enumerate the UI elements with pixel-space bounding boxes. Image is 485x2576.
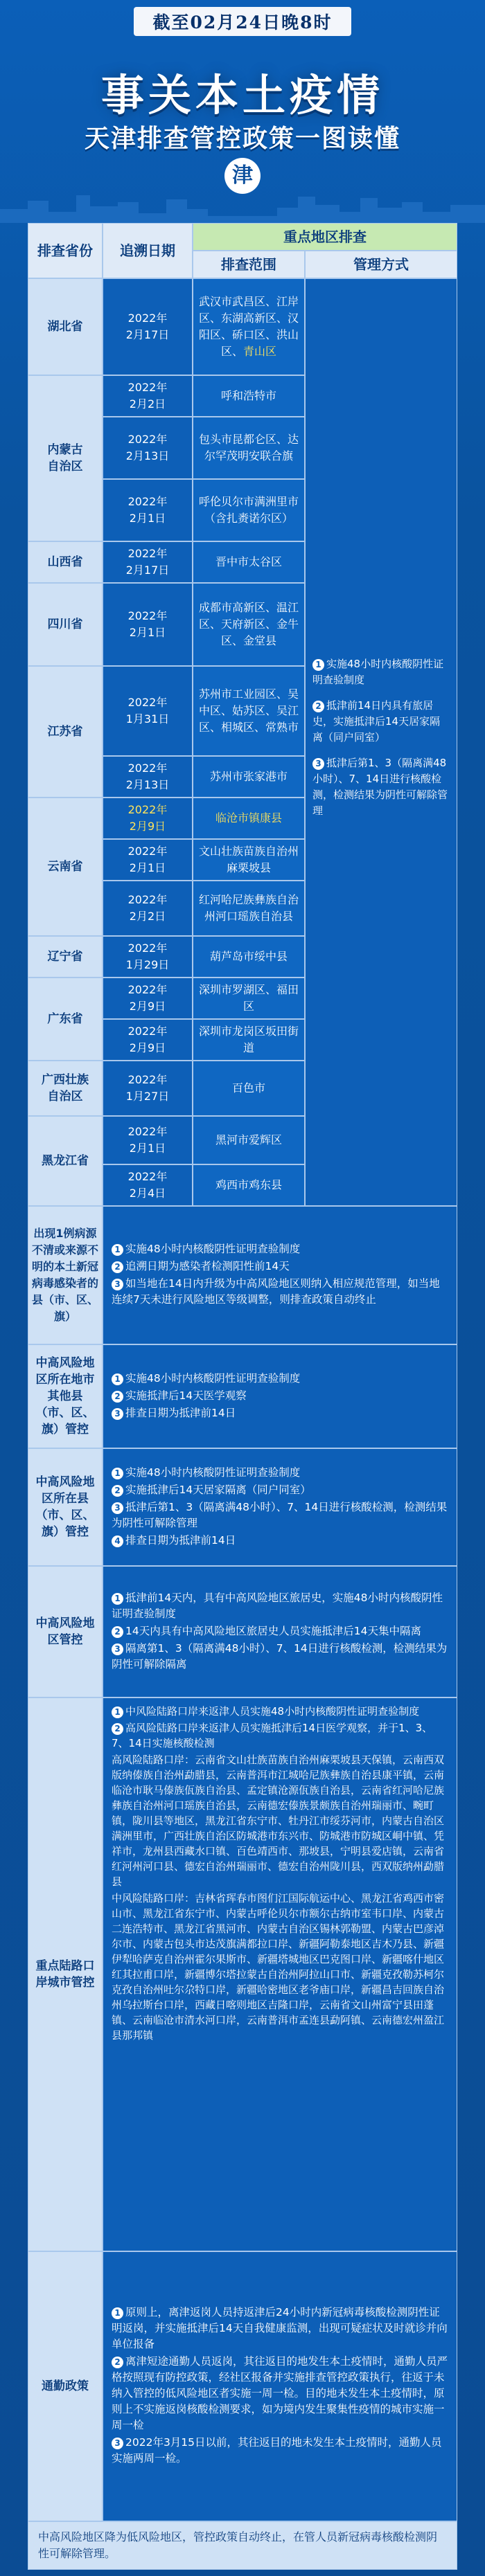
date-cell: 2022年 2月13日: [103, 417, 193, 479]
section-item: 2 实施抵津后14天居家隔离（同户同室）: [112, 1482, 448, 1498]
scope-cell: [193, 278, 305, 375]
page-title: 事关本土疫情: [100, 70, 384, 120]
province-heilongjiang: 黑龙江省: [28, 1116, 103, 1206]
number-1-icon: 1: [112, 1468, 123, 1479]
policy-table: [28, 223, 457, 2570]
scope-cell: 苏州市张家港市: [193, 756, 305, 798]
number-3-icon: 3: [312, 758, 324, 770]
province-jiangsu: 江苏省: [28, 666, 103, 798]
section-label: 中高风险地区管控: [28, 1566, 103, 1697]
scope-cell: 鸡西市鸡东县: [193, 1164, 305, 1206]
section-item: 3 排查日期为抵津前14日: [112, 1405, 448, 1421]
page-subtitle: 天津排查管控政策一图读懂: [84, 125, 400, 153]
number-1-icon: 1: [112, 1373, 123, 1385]
tianjin-logo-icon: 津: [224, 158, 261, 194]
section-item: 1 实施48小时内核酸阴性证明查验制度: [112, 1465, 448, 1481]
date-cell: 2022年 2月1日: [103, 583, 193, 666]
date-cell: 2022年 2月1日: [103, 479, 193, 541]
date-cell: 2022年 1月27日: [103, 1061, 193, 1116]
date-cell: 2022年 2月17日: [103, 541, 193, 583]
section-item: 1 抵津前14天内，具有中高风险地区旅居史，实施48小时内核酸阴性证明查验制度: [112, 1591, 443, 1620]
date-cell: 2022年 2月17日: [103, 278, 193, 375]
section-label: 中高风险地区所在地市其他县（市、区、旗）管控: [28, 1344, 103, 1448]
section-item: 高风险陆路口岸：云南省文山壮族苗族自治州麻栗坡县天保镇，云南西双版纳傣族自治州勐腊县，云南普洱市江城哈尼族彝族自治县康平镇，云南临沧市耿马傣族佤族自治县、孟定镇沧源佤族自治县，云南省红河哈尼族彝族自治州河口瑶族自治县，云南德宏傣族景颇族自治州瑞丽市、畹町镇，陇川县等地区，黑龙江省东宁市、牡丹江市绥芬河市，内蒙古自治区满洲里市，广西壮族自治区防城港市东兴市、防城港市防城区峒中镇、凭祥市，龙州县西藏水口镇、百色靖西市、那坡县，宁明县爱店镇，云南省红河州河口县、德宏自治州瑞丽市、德宏自治州陇川县，西双版纳州勐腊县: [112, 1754, 445, 1888]
method-item: 1 实施48小时内核酸阴性证明查验制度: [312, 657, 444, 686]
section-item: 2 追溯日期为感染者检测阳性前14天: [112, 1259, 448, 1275]
section-content: [103, 1566, 457, 1697]
date-cell: 2022年 2月1日: [103, 1116, 193, 1164]
section-item: 2 高风险陆路口岸来返津人员实施抵津后14日医学观察，并于1、3、7、14日实施核酸检测: [112, 1722, 433, 1749]
scope-text-highlight: 青山区: [243, 345, 277, 358]
section-item: 1 原则上，离津返岗人员持返津后24小时内新冠病毒核酸检测阴性证明返岗，并实施抵津后14天自我健康监测，出现可疑症状及时就诊并向单位报备: [112, 2306, 448, 2350]
header-method: 管理方式: [305, 251, 457, 278]
date-cell: 2022年 2月2日: [103, 375, 193, 417]
number-2-icon: 2: [112, 1626, 123, 1638]
number-1-icon: 1: [312, 659, 324, 671]
scope-cell: 呼和浩特市: [193, 375, 305, 417]
province-liaoning: 辽宁省: [28, 936, 103, 978]
date-cell-highlight: 2022年 2月9日: [103, 798, 193, 839]
scope-cell: 黑河市爱辉区: [193, 1116, 305, 1164]
method-cell: [305, 278, 457, 1206]
section-item: 3 如当地在14日内升级为中高风险地区则纳入相应规范管理，如当地连续7天未进行风险地区等级调整，则排查政策自动终止: [112, 1277, 440, 1306]
section-content: [103, 2251, 457, 2521]
scope-cell: 百色市: [193, 1061, 305, 1116]
province-neimenggu: 内蒙古 自治区: [28, 375, 103, 541]
number-1-icon: 1: [112, 1706, 123, 1718]
scope-cell: 红河哈尼族彝族自治州河口瑶族自治县: [193, 881, 305, 936]
section-label: 通勤政策: [28, 2251, 103, 2521]
province-sichuan: 四川省: [28, 583, 103, 666]
date-cell: 2022年 2月9日: [103, 1019, 193, 1061]
section-item: 1 中风险陆路口岸来返津人员实施48小时内核酸阴性证明查验制度: [112, 1704, 448, 1719]
date-cell: 2022年 2月1日: [103, 839, 193, 881]
header-key-area: 重点地区排查: [193, 223, 457, 251]
number-2-icon: 2: [112, 1723, 123, 1735]
number-1-icon: 1: [112, 1244, 123, 1256]
number-4-icon: 4: [112, 1535, 123, 1547]
date-cell: 2022年 2月9日: [103, 978, 193, 1019]
number-3-icon: 3: [112, 1502, 123, 1514]
date-cell: 2022年 2月2日: [103, 881, 193, 936]
province-yunnan: 云南省: [28, 798, 103, 936]
number-2-icon: 2: [112, 2357, 123, 2368]
scope-cell-highlight: 临沧市镇康县: [193, 798, 305, 839]
section-item: 3 抵津后第1、3（隔离满48小时）、7、14日进行核酸检测，检测结果为阴性可解除管理: [112, 1500, 448, 1529]
section-content: [103, 1448, 457, 1566]
section-item: 1 实施48小时内核酸阴性证明查验制度: [112, 1241, 448, 1257]
scope-cell: 文山壮族苗族自治州麻栗坡县: [193, 839, 305, 881]
scope-cell: 葫芦岛市绥中县: [193, 936, 305, 978]
scope-cell: 成都市高新区、温江区、天府新区、金牛区、金堂县: [193, 583, 305, 666]
province-hubei: 湖北省: [28, 278, 103, 375]
date-banner-text: 截至02月24日晚8时: [134, 7, 352, 36]
date-cell: 2022年 2月4日: [103, 1164, 193, 1206]
number-2-icon: 2: [112, 1391, 123, 1403]
number-2-icon: 2: [312, 701, 324, 712]
number-3-icon: 3: [112, 1408, 123, 1420]
section-item: 2 离津短途通勤人员返岗，其往返目的地发生本土疫情时，通勤人员严格按照现有防控政策，经社区报备并实施排查管控政策执行，往返于未纳入管控的低风险地区者实施一周一检。目的地未发生本土疫情时，原则上不实施返岗核酸检测要求，如为境内发生聚集性疫情的城市实施一周一检: [112, 2355, 448, 2431]
section-item: 3 2022年3月15日以前，其往返目的地未发生本土疫情时，通勤人员实施两周一检。: [112, 2436, 442, 2465]
scope-cell: 包头市昆都仑区、达尔罕茂明安联合旗: [193, 417, 305, 479]
section-content: [103, 1344, 457, 1448]
number-3-icon: 3: [112, 1279, 123, 1290]
scope-cell: 深圳市龙岗区坂田街道: [193, 1019, 305, 1061]
number-2-icon: 2: [112, 1485, 123, 1497]
section-item: 4 排查日期为抵津前14日: [112, 1533, 448, 1549]
number-3-icon: 3: [112, 2438, 123, 2449]
section-content: [103, 1697, 457, 2251]
scope-cell: 深圳市罗湖区、福田区: [193, 978, 305, 1019]
method-item: 2 抵津前14日内具有旅居史，实施抵津后14天居家隔离（同户同室）: [312, 699, 441, 744]
header-date: 追溯日期: [103, 223, 193, 278]
scope-cell: 晋中市太谷区: [193, 541, 305, 583]
scope-text: 武汉市武昌区、江岸区、东湖高新区、汉阳区、硚口区、洪山区、: [199, 295, 299, 358]
province-shanxi: 山西省: [28, 541, 103, 583]
skyline-decoration: [0, 181, 485, 223]
date-cell: 2022年 2月13日: [103, 756, 193, 798]
section-label: 重点陆路口岸城市管控: [28, 1697, 103, 2251]
section-content: [103, 1206, 457, 1344]
date-cell: 2022年 1月29日: [103, 936, 193, 978]
scope-cell: 呼伦贝尔市满洲里市（含扎赉诺尔区）: [193, 479, 305, 541]
province-guangxi: 广西壮族 自治区: [28, 1061, 103, 1116]
number-3-icon: 3: [112, 1643, 123, 1655]
section-label: 出现1例病源不清或来源不明的本土新冠病毒感染者的县（市、区、旗）: [28, 1206, 103, 1344]
section-label: 中高风险地区所在县（市、区、旗）管控: [28, 1448, 103, 1566]
header-province: 排查省份: [28, 223, 103, 278]
number-1-icon: 1: [112, 1593, 123, 1605]
section-item: 1 实施48小时内核酸阴性证明查验制度: [112, 1371, 448, 1387]
section-item: 2 实施抵津后14天医学观察: [112, 1388, 448, 1404]
footnote: 中高风险地区降为低风险地区，管控政策自动终止，在管人员新冠病毒核酸检测阴性可解除管理。: [28, 2521, 457, 2570]
method-item: 3 抵津后第1、3（隔离满48小时）、7、14日进行核酸检测，检测结果为阴性可解除管理: [312, 756, 448, 817]
scope-cell: 苏州市工业园区、吴中区、姑苏区、吴江区、相城区、常熟市: [193, 666, 305, 756]
section-item: 中风险陆路口岸：吉林省珲春市图们江国际航运中心、黑龙江省鸡西市密山市、黑龙江省东宁市、内蒙古呼伦贝尔市额尔古纳市室韦口岸、内蒙古二连浩特市、黑龙江省黑河市、内蒙古自治区锡林郭勒盟、内蒙古巴彦淖尔市、内蒙古包头市达茂旗满都拉口岸、新疆阿勒泰地区吉木乃县、新疆伊犁哈萨克自治州霍尔果斯市、新疆塔城地区巴克图口岸、新疆喀什地区红其拉甫口岸，新疆博尔塔拉蒙古自治州阿拉山口市、新疆克孜勒苏柯尔克孜自治州吐尔尕特口岸，新疆哈密地区老爷庙口岸，新疆昌吉回族自治州乌拉斯台口岸，西藏日喀则地区吉隆口岸，云南省文山州富宁县田蓬镇、云南临沧市清水河口岸，云南普洱市孟连县勐阿镇、云南德宏州盈江县那邦镇: [112, 1892, 445, 2042]
number-2-icon: 2: [112, 1261, 123, 1273]
date-banner: [0, 0, 485, 40]
number-1-icon: 1: [112, 2307, 123, 2319]
section-item: 3 隔离第1、3（隔离满48小时）、7、14日进行核酸检测，检测结果为阴性可解除隔离: [112, 1641, 448, 1670]
date-cell: 2022年 1月31日: [103, 666, 193, 756]
section-item: 2 14天内具有中高风险地区旅居史人员实施抵津后14天集中隔离: [112, 1623, 448, 1639]
header-scope: 排查范围: [193, 251, 305, 278]
province-guangdong: 广东省: [28, 978, 103, 1061]
